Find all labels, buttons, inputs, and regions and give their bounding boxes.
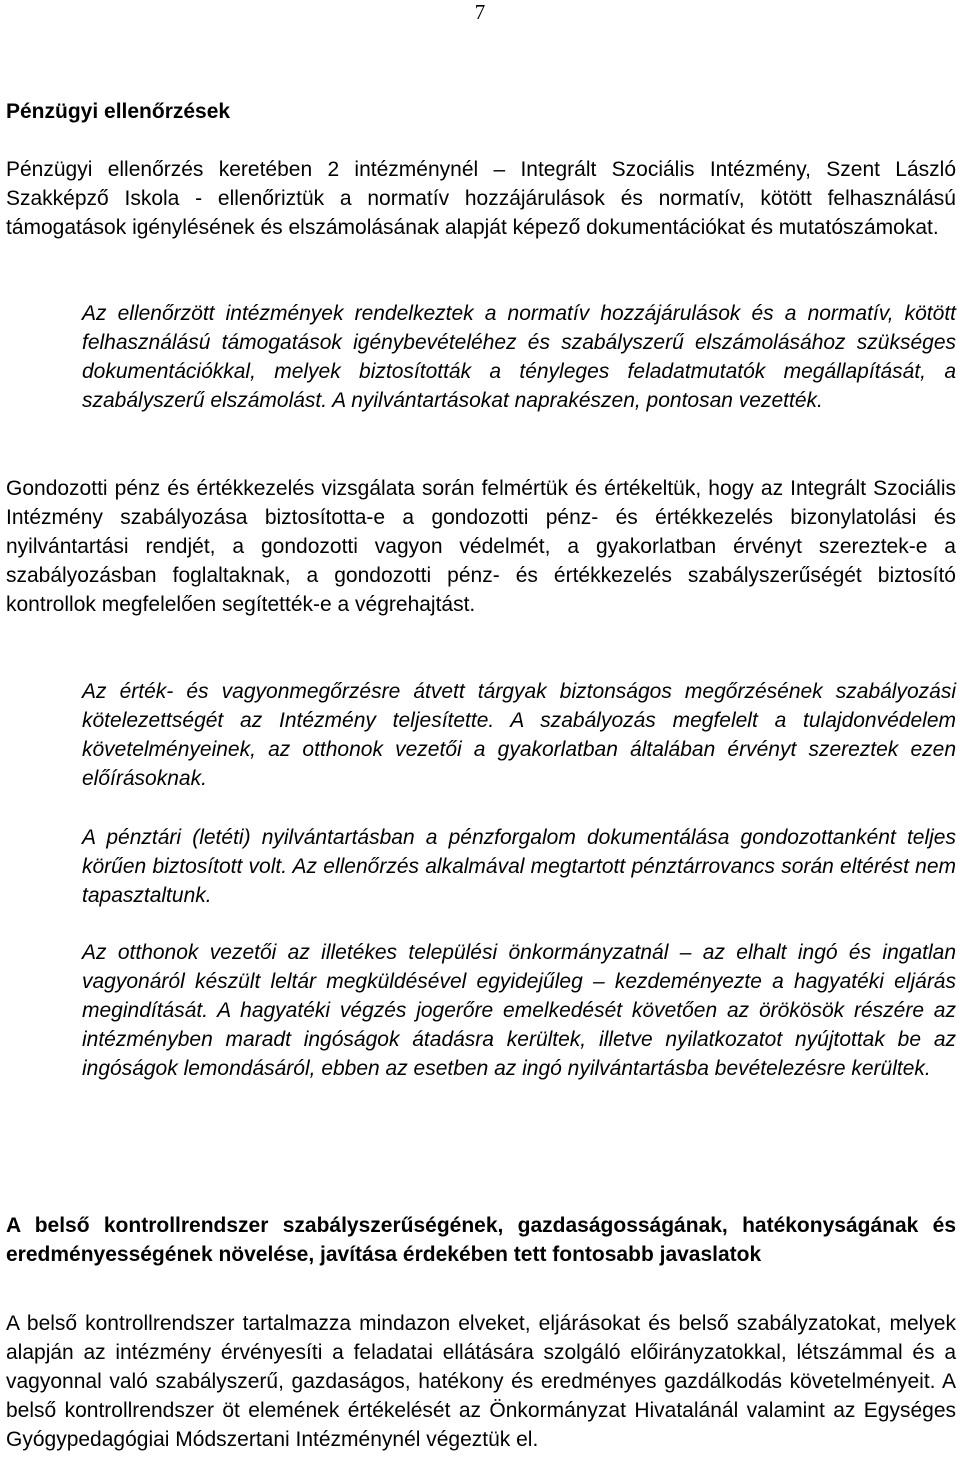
section-heading-internal-control: A belső kontrollrendszer szabályszerűségének, gazdaságosságának, hatékonyságának és eredményességének növelése, javítása érdekében tett fontosabb javaslatok — [6, 1214, 956, 1266]
page-number: 7 — [474, 0, 486, 24]
paragraph-audit-findings: Az ellenőrzött intézmények rendelkeztek a normatív hozzájárulások és a normatív, kötött felhasználású támogatások igénybevételéhez és szabályszerű elszámolásához szükséges dokumentációkkal, melyek biztosították a tényleges feladatmutatók megállapítását, a szabályszerű elszámolást. A nyilvántartásokat naprakészen, pontosan vezették. — [82, 302, 956, 412]
paragraph-audit-scope: Pénzügyi ellenőrzés keretében 2 intézménynél – Integrált Szociális Intézmény, Szent László Szakképző Iskola - ellenőriztük a normatív hozzájárulások és normatív, kötött felhasználású támogatások igénylésének és elszámolásának alapját képező dokumentációkat és mutatószámokat. — [6, 158, 956, 239]
paragraph-care-funds-review: Gondozotti pénz és értékkezelés vizsgálata során felmértük és értékeltük, hogy az Integrált Szociális Intézmény szabályozása biztosította-e a gondozotti pénz- és értékkezelés bizonylatolási és nyilvántartási rendjét, a gondozotti vagyon védelmét, a gyakorlatban érvényt szereztek-e a szabályozásban foglaltaknak, a gondozotti pénz- és értékkezelés szabályszerűségét biztosító kontrollok megfelelően segítették-e a végrehajtást. — [6, 477, 956, 616]
paragraph-cash-register: A pénztári (letéti) nyilvántartásban a pénzforgalom dokumentálása gondozottanként teljes körűen biztosított volt. Az ellenőrzés alkalmával megtartott pénztárrovancs során eltérést nem tapasztaltunk. — [82, 826, 956, 907]
paragraph-internal-control-system: A belső kontrollrendszer tartalmazza mindazon elveket, eljárásokat és belső szabályzatokat, melyek alapján az intézmény érvényesíti a feladatai ellátására szolgáló előirányzatokkal, létszámmal és a vagyonnal való szabályszerű, gazdaságos, hatékony és eredményes gazdálkodás követelményeit. A belső kontrollrendszer öt elemének értékelését az Önkormányzat Hivatalánál valamint az Egységes Gyógypedagógiai Módszertani Intézménynél végeztük el. — [6, 1312, 956, 1451]
paragraph-valuables-custody: Az érték- és vagyonmegőrzésre átvett tárgyak biztonságos megőrzésének szabályozási kötelezettségét az Intézmény teljesítette. A szabályozás megfelelt a tulajdonvédelem követelményeinek, az otthonok vezetői a gyakorlatban általában érvényt szereztek ezen előírásoknak. — [82, 680, 956, 790]
section-heading-financial-audits: Pénzügyi ellenőrzések — [6, 100, 231, 123]
paragraph-estate-procedure: Az otthonok vezetői az illetékes települési önkormányzatnál – az elhalt ingó és ingatlan vagyonáról készült leltár megküldésével egyidejűleg – kezdeményezte a hagyatéki eljárás megindítását. A hagyatéki végzés jogerőre emelkedését követően az örökösök részére az intézményben maradt ingóságok átadásra kerültek, illetve nyilatkozatot nyújtottak be az ingóságok lemondásáról, ebben az esetben az ingó nyilvántartásba bevételezésre kerültek. — [82, 941, 956, 1080]
